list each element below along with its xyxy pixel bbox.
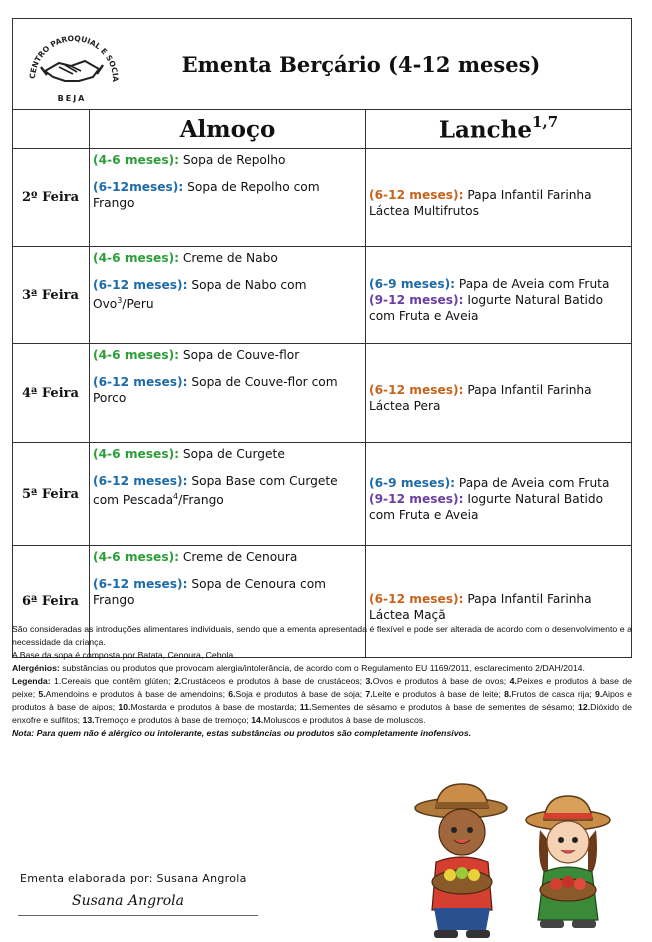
legend-item: 2.Crustáceos e produtos à base de crustáceos; [173,676,366,686]
day-label: 6ª Feira [13,546,90,658]
corner-cell [13,110,90,149]
snack-cell [366,149,632,247]
legend-item: 13.Tremoço e produtos à base de tremoço; [82,715,252,725]
lunch-column-header: Almoço [90,110,366,149]
handshake-logo-icon [13,19,131,109]
menu-table [12,109,632,658]
legend: Legenda: 1.Cereais que contêm glúten; 2.Crustáceos e produtos à base de crustáceos; 3.Ovos e produtos à base de ovos; 4.Peixes e produtos à base de peixe; 5.Amendoins e produtos à base de amendoins; 6.Soja e produtos à base de soja; 7.Leite e produtos à base de leite; 8.Frutos de casca rija; 9.Aipos e produtos à base de aipos; 10.Mostarda e produtos à base de mostarda; 11.Sementes de sésamo e produtos à base de sementes de sésamo; 12.Dióxido de enxofre e sulfitos; 13.Tremoço e produtos à base de tremoço; 14.Moluscos e produtos à base de moluscos. [12,676,632,725]
day-label: 2º Feira [13,149,90,247]
boy-illustration [415,784,507,938]
snack-entry: (6-12 meses): Papa Infantil Farinha Láctea Pera [369,383,592,413]
page-title: Ementa Berçário (4-12 meses) [181,51,541,77]
table-row [13,344,632,443]
logo-city: BEJA [57,94,87,103]
lunch-cell [90,443,366,546]
signature-name: Susana Angrola [72,893,184,909]
snack-entry: (6-9 meses): Papa de Aveia com Fruta [369,476,610,490]
legend-item: 11.Sementes de sésamo e produtos à base de sementes de sésamo; [299,702,579,712]
day-label: 3ª Feira [13,247,90,344]
signature-line [18,915,258,916]
legend-item: 3.Ovos e produtos à base de ovos; [365,676,510,686]
table-row [13,247,632,344]
lunch-entry: (4-6 meses): Sopa de Couve-flor [93,348,300,362]
logo-text: CENTRO PAROQUIAL E SOCIA [27,33,121,83]
lunch-entry: (4-6 meses): Creme de Cenoura [93,550,298,564]
lunch-entry: (6-12 meses): Sopa de Nabo com Ovo$^3$/Peru [93,278,307,312]
legend-item: 9.Aipos e produtos à base de aipos; [12,689,632,712]
legend-item: 10.Mostarda e produtos à base de mostarda; [118,702,300,712]
snack-entry: (6-9 meses): Papa de Aveia com Fruta [369,277,610,291]
lunch-entry: (4-6 meses): Sopa de Repolho [93,153,286,167]
kids-with-fruit-illustration [406,780,626,940]
lunch-cell [90,149,366,247]
footnotes [12,623,632,740]
soup-base-note: A Base da sopa é composta por Batata, Cenoura, Cebola. [12,650,236,660]
lunch-entry: (6-12 meses): Sopa Base com Curgete com Pescada$^4$/Frango [93,474,338,508]
legend-item: 6.Soja e produtos à base de soja; [228,689,366,699]
allergen-superscript: 1,7 [532,112,559,131]
table-row [13,149,632,247]
snack-entry: (9-12 meses): Iogurte Natural Batido com Fruta e Aveia [369,293,604,323]
snack-entry: (9-12 meses): Iogurte Natural Batido com Fruta e Aveia [369,492,604,522]
logo [13,19,131,109]
table-header-row [13,110,632,149]
menu-header [12,18,632,110]
harmless-note: Nota: Para quem não é alérgico ou intolerante, estas substâncias ou produtos são completamente inofensivos. [12,728,472,738]
lunch-cell [90,247,366,344]
lunch-entry: (4-6 meses): Creme de Nabo [93,251,278,265]
snack-cell [366,247,632,344]
svg-text:CENTRO PAROQUIAL E SOCIAL DO S [13,19,120,82]
intro-note: São consideradas as introduções alimentares individuais, sendo que a ementa apresentada é flexível e pode ser alterada de acordo com o desenvolvimento e a necessidade da criança. [12,624,632,647]
snack-cell [366,443,632,546]
lunch-entry: (6-12 meses): Sopa de Cenoura com Frango [93,577,327,607]
legend-item: 1.Cereais que contêm glúten; [54,676,174,686]
lunch-entry: (6-12meses): Sopa de Repolho com Frango [93,180,320,210]
lunch-cell [90,344,366,443]
girl-illustration [526,796,610,928]
legend-item: 8.Frutos de casca rija; [504,689,595,699]
day-label: 4ª Feira [13,344,90,443]
allergens-note: Alergénios: substâncias ou produtos que provocam alergia/intolerância, de acordo com o Regulamento EU 1169/2011, esclarecimento 2/DAH/2014. [12,663,585,673]
day-label: 5ª Feira [13,443,90,546]
lunch-entry: (4-6 meses): Sopa de Curgete [93,447,285,461]
snack-entry: (6-12 meses): Papa Infantil Farinha Láctea Multifrutos [369,187,592,218]
legend-item: 14.Moluscos e produtos à base de moluscos. [251,715,426,725]
legend-item: 5.Amendoins e produtos à base de amendoins; [38,689,229,699]
prepared-by-label: Ementa elaborada por: Susana Angrola [20,872,247,885]
legend-item: 12.Dióxido de enxofre e sulfitos; [12,702,632,725]
lunch-entry: (6-12 meses): Sopa de Couve-flor com Porco [93,375,338,405]
snack-cell [366,344,632,443]
table-row [13,443,632,546]
legend-item: 7.Leite e produtos à base de leite; [365,689,505,699]
snack-entry: (6-12 meses): Papa Infantil Farinha Láctea Maçã [369,591,592,622]
legend-item: 4.Peixes e produtos à base de peixe; [12,676,632,699]
snack-column-header: Lanche$^{1,7}$ [366,110,632,149]
